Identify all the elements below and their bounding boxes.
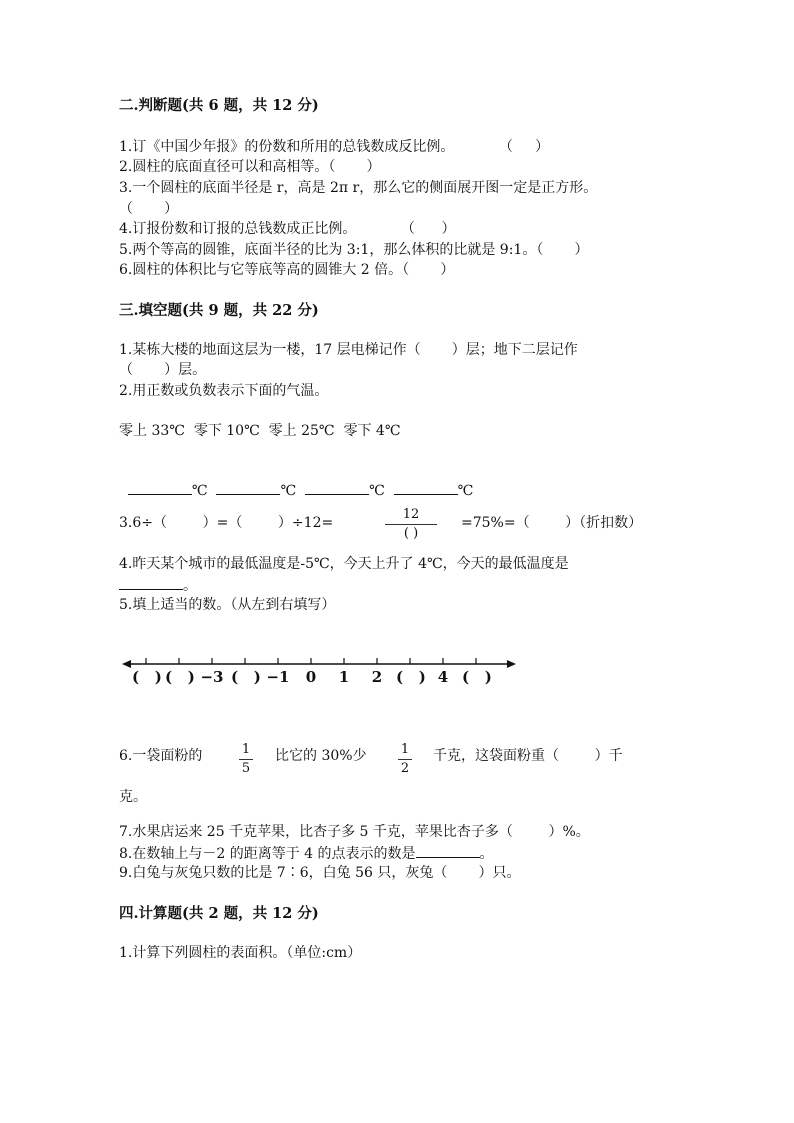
period: 。	[479, 846, 494, 862]
fill-question-9: 9.白兔与灰兔只数的比是 7∶6，白兔 56 只，灰兔（ ）只。	[119, 865, 521, 881]
fraction-one-fifth	[239, 742, 253, 777]
number-line-label: −1	[266, 668, 290, 686]
judge-question-3-bracket: （ ）	[119, 201, 179, 217]
answer-blank	[416, 843, 480, 858]
number-line-label: 1	[338, 668, 350, 686]
fraction-denominator: 2	[400, 761, 410, 776]
fill-question-1: 1.某栋大楼的地面这层为一楼，17 层电梯记作（ ）层；地下二层记作	[119, 342, 578, 358]
number-line-label: −3	[200, 668, 224, 686]
celsius-unit: ℃	[191, 483, 208, 499]
fraction-bar	[398, 759, 412, 760]
fill-question-6-tail: 克。	[119, 789, 147, 805]
judge-question-4: 4.订报份数和订报的总钱数成正比例。 （ ）	[119, 221, 456, 237]
fill-question-2: 2.用正数或负数表示下面的气温。	[119, 383, 329, 399]
period: 。	[183, 578, 197, 594]
number-line-label: 2	[371, 668, 383, 686]
fill-question-4: 4.昨天某个城市的最低温度是-5℃，今天上升了 4℃，今天的最低温度是	[119, 556, 569, 572]
number-line-label: ( )	[462, 668, 492, 686]
right-arrow-icon	[507, 660, 516, 668]
temperature-list: 零上 33℃ 零下 10℃ 零上 25℃ 零下 4℃	[119, 423, 401, 439]
fill-question-3-left: 3.6÷（ ）=（ ）÷12=	[119, 515, 334, 531]
number-line-label: 0	[305, 668, 317, 686]
section-2-heading: 二.判断题(共 6 题，共 12 分)	[119, 97, 319, 114]
celsius-unit: ℃	[369, 483, 385, 499]
section-4-heading: 四.计算题(共 2 题，共 12 分)	[119, 905, 319, 922]
number-line-label: 4	[437, 668, 449, 686]
fraction-numerator: 12	[402, 507, 420, 522]
fraction-numerator: 1	[400, 742, 410, 757]
section-3-heading: 三.填空题(共 9 题，共 22 分)	[119, 302, 319, 319]
number-line-label: ( )	[396, 668, 426, 686]
fraction-denominator: ( )	[403, 526, 419, 541]
fill-question-1-cont: （ ）层。	[119, 362, 207, 378]
celsius-unit: ℃	[457, 483, 474, 499]
fill-question-8	[119, 843, 494, 864]
fill-question-3-right: =75%=（ ）（折扣数）	[461, 515, 643, 531]
judge-question-5: 5.两个等高的圆锥，底面半径的比为 3:1，那么体积的比就是 9:1。（ ）	[119, 242, 589, 258]
fill-question-6-mid: 比它的 30%少	[275, 748, 367, 764]
fill-question-5: 5.填上适当的数。（从左到右填写）	[119, 597, 336, 613]
fraction-one-half	[398, 742, 412, 777]
fill-question-6-start: 6.一袋面粉的	[119, 748, 203, 764]
celsius-unit: ℃	[280, 483, 297, 499]
number-line-label: ( )	[165, 668, 195, 686]
fill-question-7: 7.水果店运来 25 千克苹果，比杏子多 5 千克，苹果比杏子多（ ）%。	[119, 824, 590, 840]
left-arrow-icon	[122, 660, 131, 668]
judge-question-6: 6.圆柱的体积比与它等底等高的圆锥大 2 倍。（ ）	[119, 262, 455, 278]
judge-question-1: 1.订《中国少年报》的份数和所用的总钱数成反比例。 （ ）	[119, 139, 550, 155]
fill-question-6-end: 千克，这袋面粉重（ ）千	[433, 748, 623, 764]
question-text: 8.在数轴上与－2 的距离等于 4 的点表示的数是	[119, 846, 416, 862]
number-line-label: ( )	[132, 668, 162, 686]
fraction-bar	[239, 759, 253, 760]
fraction-numerator: 1	[241, 742, 251, 757]
fraction-denominator: 5	[241, 761, 251, 776]
judge-question-3: 3.一个圆柱的底面半径是 r，高是 2π r，那么它的侧面展开图一定是正方形。	[119, 180, 598, 196]
number-line-label: ( )	[231, 668, 261, 686]
judge-question-2: 2.圆柱的底面直径可以和高相等。（ ）	[119, 159, 381, 175]
calc-question-1: 1.计算下列圆柱的表面积。（单位:cm）	[119, 945, 362, 961]
